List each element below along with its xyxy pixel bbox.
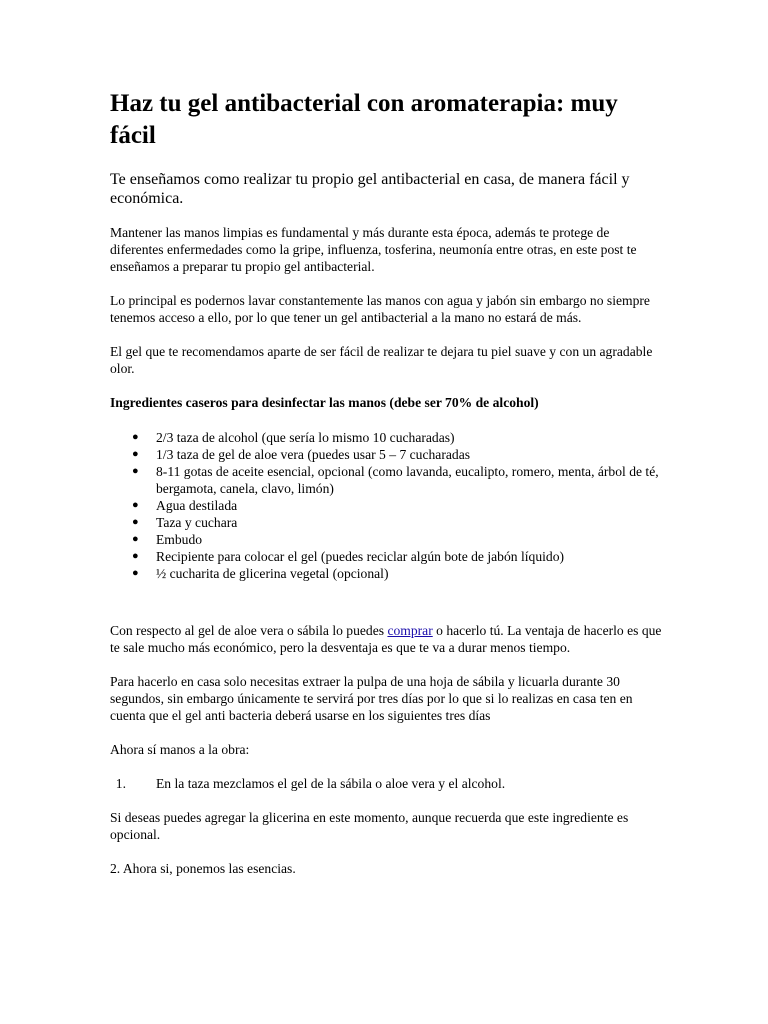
spacer <box>110 582 662 622</box>
washing-paragraph: Lo principal es podernos lavar constantemente las manos con agua y jabón sin embargo no siempre tenemos acceso a ello, por lo que tener un gel antibacterial a la mano no estará de más. <box>110 293 650 325</box>
hands-on-paragraph: Ahora sí manos a la obra: <box>110 742 250 757</box>
aloe-text-after: o hacerlo tú. La ventaja de hacerlo es que te sale mucho más económico, pero la desventaja es que te va a durar menos tiempo. <box>110 623 662 655</box>
list-item <box>132 531 662 548</box>
bullet-icon: ● <box>132 516 139 528</box>
ingredients-heading: Ingredientes caseros para desinfectar las manos (debe ser 70% de alcohol) <box>110 395 539 410</box>
buy-link[interactable]: comprar <box>387 623 433 638</box>
ingredient-text: Taza y cuchara <box>156 515 238 530</box>
bullet-icon: ● <box>132 550 139 562</box>
bullet-icon: ● <box>132 448 139 460</box>
ingredient-text: 8-11 gotas de aceite esencial, opcional (como lavanda, eucalipto, romero, menta, árbol de té, bergamota, canela, clavo, limón) <box>156 464 659 496</box>
step-text: En la taza mezclamos el gel de la sábila o aloe vera y el alcohol. <box>156 776 506 791</box>
gel-benefits-paragraph: El gel que te recomendamos aparte de ser fácil de realizar te dejara tu piel suave y con un agradable olor. <box>110 344 653 376</box>
step-number: 1. <box>115 776 126 791</box>
list-item <box>110 775 662 792</box>
bullet-icon: ● <box>132 499 139 511</box>
steps-list <box>110 775 662 792</box>
ingredients-list <box>110 429 662 582</box>
home-preparation-paragraph: Para hacerlo en casa solo necesitas extraer la pulpa de una hoja de sábila y licuarla durante 30 segundos, sin embargo únicamente te servirá por tres días por lo que si lo realizas en casa ten en cuenta que el gel anti bacteria deberá usarse en los siguientes tres días <box>110 674 633 723</box>
bullet-icon: ● <box>132 465 139 477</box>
list-item <box>132 497 662 514</box>
list-item <box>132 463 662 497</box>
ingredient-text: 2/3 taza de alcohol (que sería lo mismo 10 cucharadas) <box>156 430 455 445</box>
glycerin-note: Si deseas puedes agregar la glicerina en este momento, aunque recuerda que este ingrediente es opcional. <box>110 810 629 842</box>
list-item <box>132 446 662 463</box>
list-item <box>132 429 662 446</box>
bullet-icon: ● <box>132 431 139 443</box>
aloe-paragraph <box>110 622 662 656</box>
ingredient-text: ½ cucharita de glicerina vegetal (opcional) <box>156 566 389 581</box>
aloe-text-before: Con respecto al gel de aloe vera o sábila lo puedes <box>110 623 388 638</box>
list-item <box>132 548 662 565</box>
document-page <box>110 88 662 894</box>
list-item <box>132 514 662 531</box>
ingredient-text: Embudo <box>156 532 203 547</box>
article-title: Haz tu gel antibacterial con aromaterapia: muy fácil <box>110 90 618 149</box>
article-subtitle: Te enseñamos como realizar tu propio gel antibacterial en casa, de manera fácil y económica. <box>110 171 630 207</box>
list-item <box>132 565 662 582</box>
bullet-icon: ● <box>132 567 139 579</box>
step-two: 2. Ahora si, ponemos las esencias. <box>110 861 296 876</box>
intro-paragraph: Mantener las manos limpias es fundamental y más durante esta época, además te protege de diferentes enfermedades como la gripe, influenza, tosferina, neumonía entre otras, en este post te enseñamos a preparar tu propio gel antibacterial. <box>110 225 637 274</box>
ingredient-text: 1/3 taza de gel de aloe vera (puedes usar 5 – 7 cucharadas <box>156 447 471 462</box>
bullet-icon: ● <box>132 533 139 545</box>
ingredient-text: Recipiente para colocar el gel (puedes reciclar algún bote de jabón líquido) <box>156 549 565 564</box>
ingredient-text: Agua destilada <box>156 498 238 513</box>
